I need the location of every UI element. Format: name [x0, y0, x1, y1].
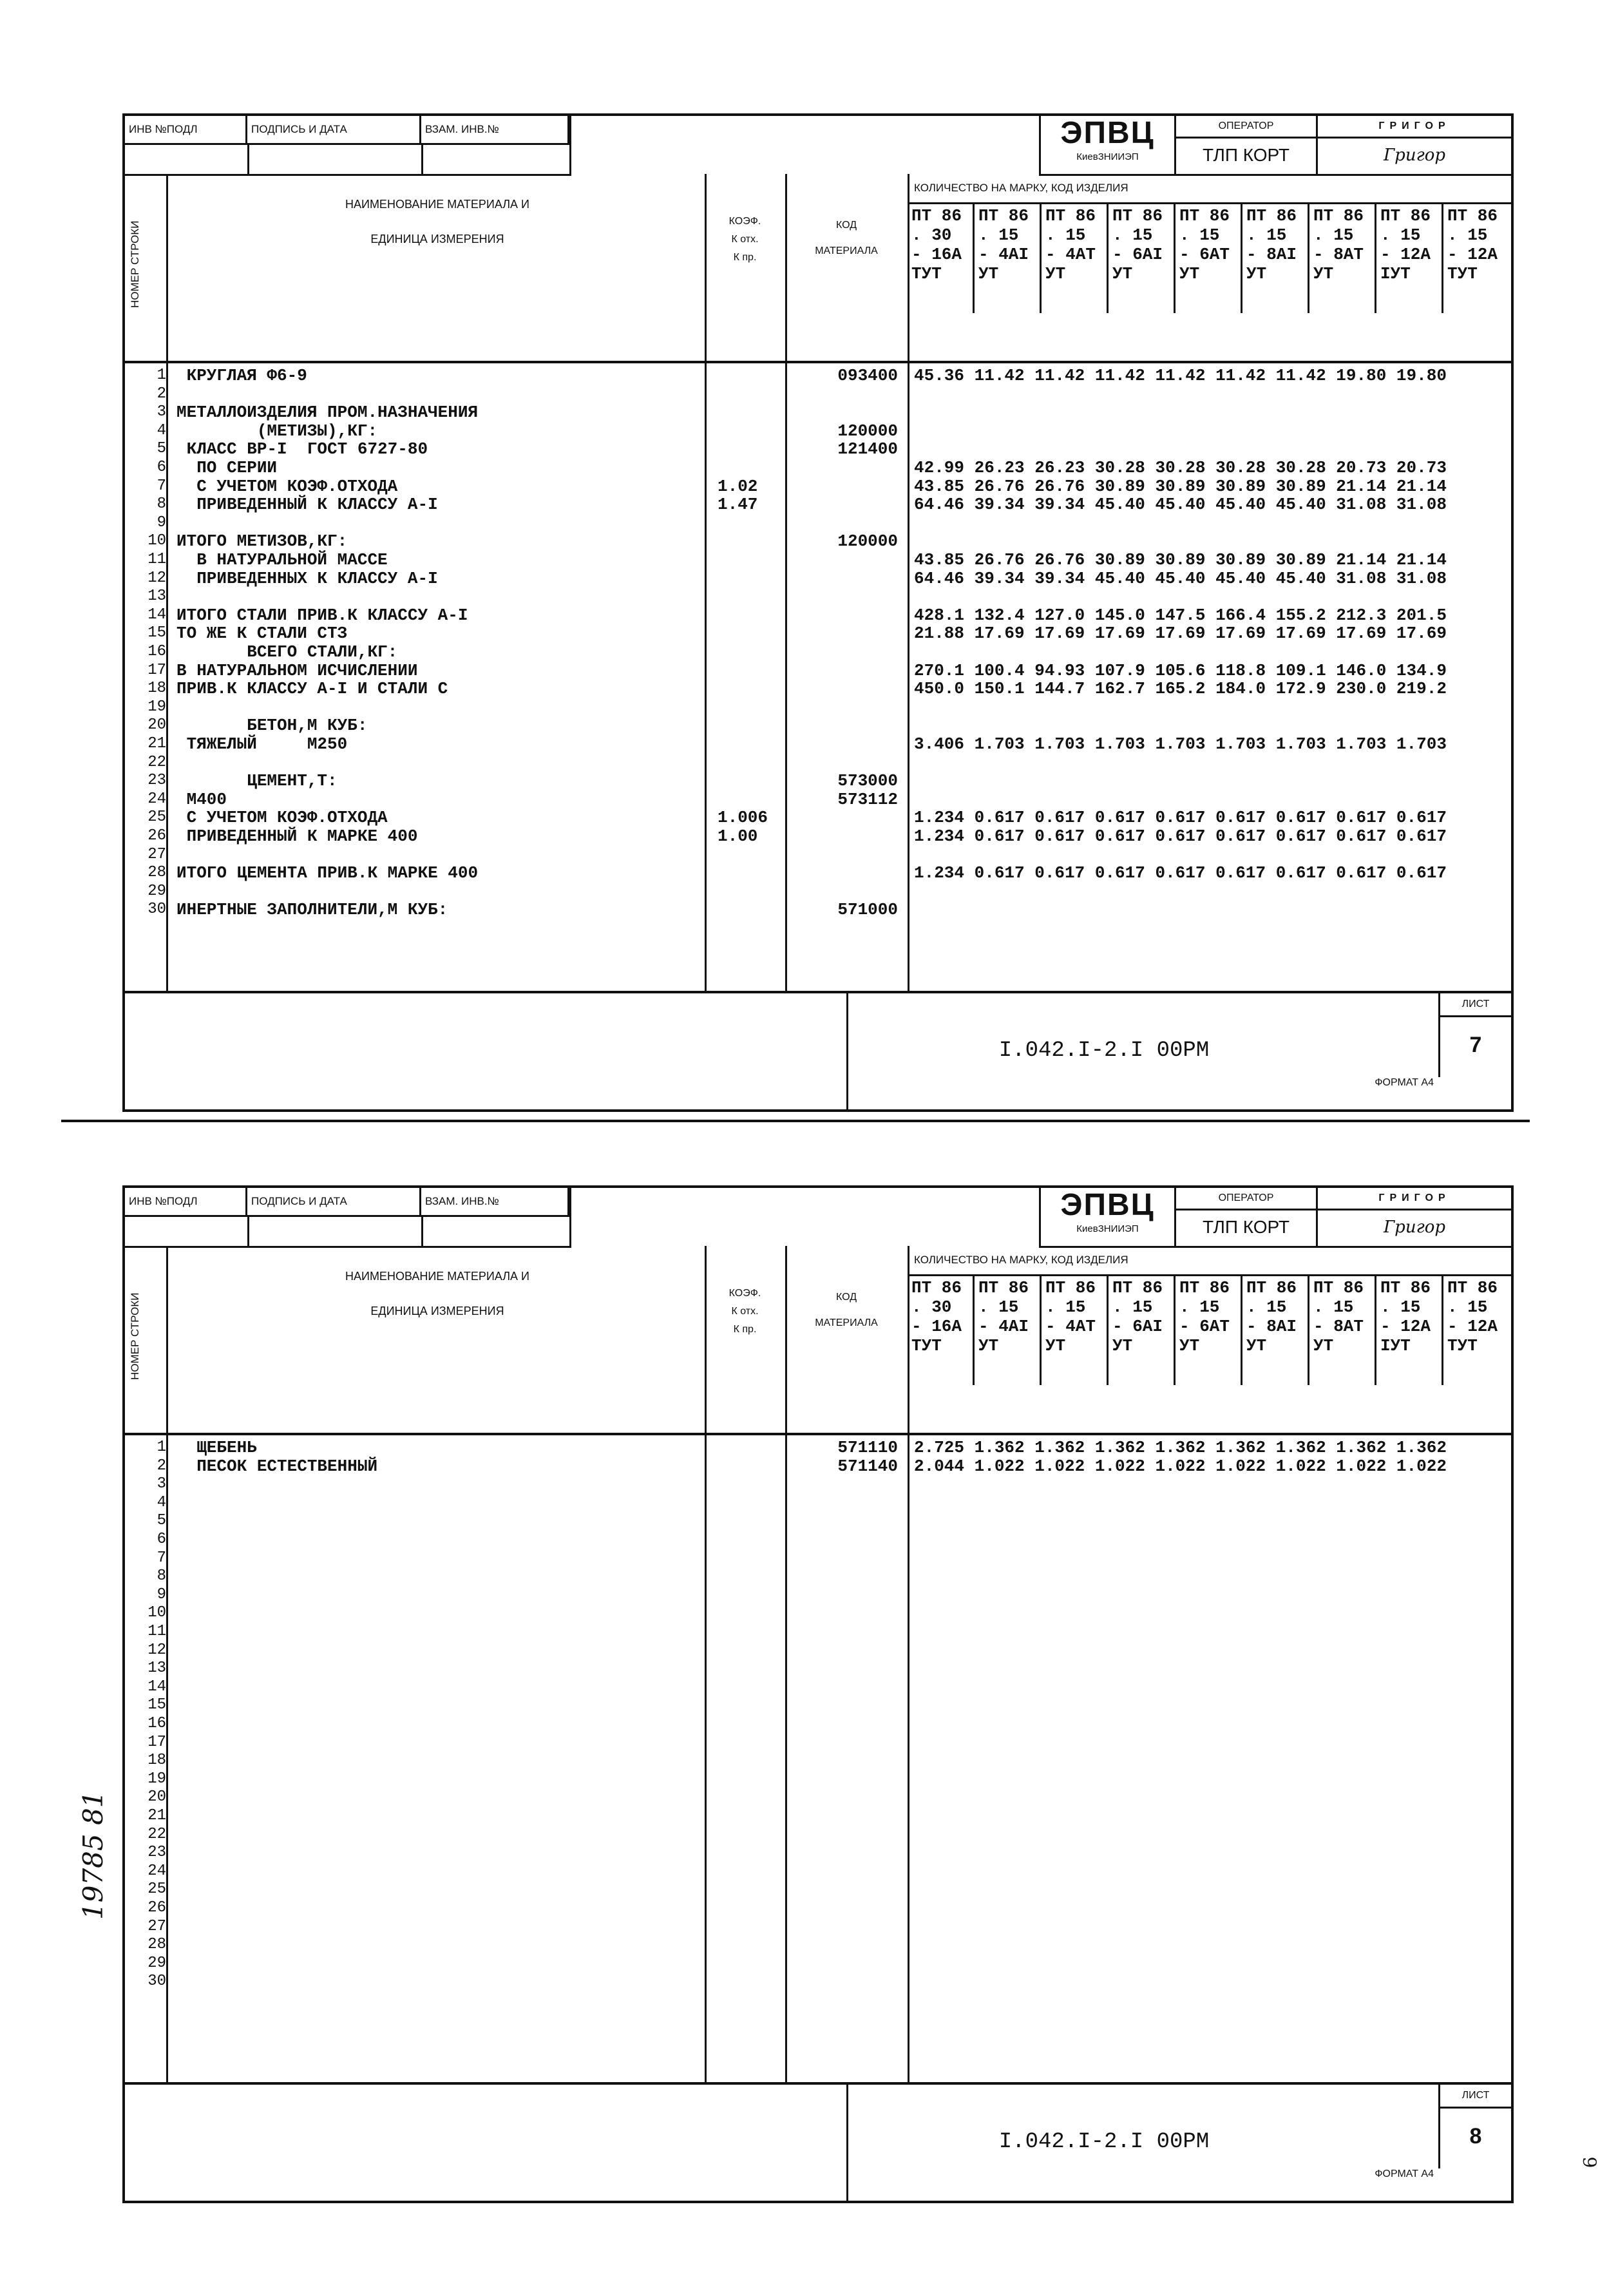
row-number: 30	[148, 1973, 166, 1991]
row-number: 1	[157, 1439, 166, 1456]
row-number: 16	[148, 1715, 166, 1732]
quantity-values: 21.88 17.69 17.69 17.69 17.69 17.69 17.69 17.69 17.69	[914, 624, 1447, 644]
corner-mark: 6	[1579, 2156, 1601, 2168]
quantity-header: КОЛИЧЕСТВО НА МАРКУ, КОД ИЗДЕЛИЯ	[908, 174, 1511, 204]
material-name: МЕТАЛЛОИЗДЕЛИЯ ПРОМ.НАЗНАЧЕНИЯ	[176, 403, 479, 423]
material-name: ЩЕБЕНЬ	[176, 1438, 257, 1457]
row-number: 21	[148, 1807, 166, 1824]
row-number: 3	[157, 403, 166, 421]
signature: Григор	[1383, 146, 1446, 165]
row-number: 10	[148, 532, 166, 550]
operator-value: ТЛП КОРТ	[1202, 145, 1290, 165]
material-koef: 1.47	[718, 495, 758, 515]
material-name: ИТОГО СТАЛИ ПРИВ.К КЛАССУ А-I	[176, 605, 468, 625]
sheet-footer	[125, 991, 1511, 1109]
sheet-label: ЛИСТ	[1440, 993, 1511, 1017]
row-number: 12	[148, 569, 166, 587]
org-subtitle: КиевЗНИИЭП	[1076, 151, 1139, 162]
document-code: I.042.I-2.I 00РМ	[998, 2130, 1210, 2154]
quantity-values: 64.46 39.34 39.34 45.40 45.40 45.40 45.40 31.08 31.08	[914, 495, 1447, 515]
document-code: I.042.I-2.I 00РМ	[998, 1038, 1210, 1063]
material-name: С УЧЕТОМ КОЭФ.ОТХОДА	[176, 476, 398, 496]
sheet-page-8	[122, 1185, 1514, 2203]
row-number: 21	[148, 735, 166, 752]
koef-header: КОЭФ. К отх. К пр.	[728, 216, 761, 263]
stamp-inv-podl: ИНВ №ПОДЛ	[125, 1188, 247, 1215]
row-number: 5	[157, 440, 166, 458]
material-koef: 1.02	[718, 476, 758, 496]
stamp-vzam-inv: ВЗАМ. ИНВ.№	[421, 1188, 569, 1215]
material-name: С УЧЕТОМ КОЭФ.ОТХОДА	[176, 808, 388, 828]
sheet-number-box	[1438, 2085, 1511, 2168]
row-number: 23	[148, 772, 166, 790]
row-number: 18	[148, 680, 166, 698]
material-name: В НАТУРАЛЬНОМ ИСЧИСЛЕНИИ	[176, 660, 418, 680]
material-code: 571140	[837, 1456, 898, 1476]
product-mark-header: ПТ 86 . 15 - 4АI УТ	[975, 204, 1042, 313]
material-name: КЛАСС ВР-I ГОСТ 6727-80	[176, 439, 428, 459]
quantity-values: 1.234 0.617 0.617 0.617 0.617 0.617 0.617 0.617 0.617	[914, 827, 1447, 846]
material-name-header: НАИМЕНОВАНИЕ МАТЕРИАЛА И ЕДИНИЦА ИЗМЕРЕНИЯ	[345, 198, 529, 245]
material-koef: 1.00	[718, 827, 758, 846]
sheet-number: 7	[1469, 1033, 1482, 1057]
page-divider	[61, 1120, 1530, 1122]
row-number: 24	[148, 1862, 166, 1880]
row-number: 15	[148, 624, 166, 642]
material-name: ПЕСОК ЕСТЕСТВЕННЫЙ	[176, 1456, 378, 1476]
row-number: 26	[148, 827, 166, 845]
product-mark-header: ПТ 86 . 15 - 8АТ УТ	[1309, 204, 1376, 313]
row-number: 15	[148, 1696, 166, 1714]
product-mark-header: ПТ 86 . 15 - 6АI УТ	[1109, 204, 1175, 313]
row-number: 11	[148, 551, 166, 568]
material-name: (МЕТИЗЫ),КГ:	[176, 421, 378, 441]
row-number: 5	[157, 1512, 166, 1530]
material-code: 573112	[837, 789, 898, 809]
row-number: 4	[157, 1493, 166, 1511]
row-number-header: НОМЕР СТРОКИ	[129, 1292, 141, 1380]
sheet-number: 8	[1469, 2124, 1482, 2148]
product-mark-header: ПТ 86 . 15 - 8АI УТ	[1242, 1276, 1309, 1385]
row-number: 7	[157, 1549, 166, 1567]
stamp-vzam-inv: ВЗАМ. ИНВ.№	[421, 116, 569, 143]
row-number: 7	[157, 477, 166, 495]
row-number: 8	[157, 495, 166, 513]
format-label: ФОРМАТ А4	[1375, 1077, 1434, 1088]
org-name: ЭПВЦ	[1060, 1188, 1155, 1222]
row-number: 11	[148, 1623, 166, 1640]
row-number: 2	[157, 1457, 166, 1475]
signature: Григор	[1383, 1218, 1446, 1237]
sheet-footer	[125, 2082, 1511, 2201]
operator-label: ОПЕРАТОР	[1176, 1188, 1316, 1210]
product-mark-header: ПТ 86 . 15 - 6АТ УТ	[1175, 1276, 1242, 1385]
quantity-values: 2.044 1.022 1.022 1.022 1.022 1.022 1.022 1.022 1.022	[914, 1456, 1447, 1476]
row-number: 10	[148, 1604, 166, 1622]
title-block	[1039, 116, 1511, 176]
row-number: 17	[148, 661, 166, 679]
product-mark-header: ПТ 86 . 15 - 12А ТУТ	[1447, 1278, 1498, 1355]
product-mark-header: ПТ 86 . 30 - 16А ТУТ	[908, 204, 975, 313]
row-number: 9	[157, 1585, 166, 1603]
table-body	[125, 1433, 1511, 2085]
product-mark-header: ПТ 86 . 15 - 6АТ УТ	[1175, 204, 1242, 313]
quantity-values: 428.1 132.4 127.0 145.0 147.5 166.4 155.2 212.3 201.5	[914, 605, 1447, 625]
product-mark-header: ПТ 86 . 15 - 6АI УТ	[1109, 1276, 1175, 1385]
row-number: 29	[148, 882, 166, 900]
kod-header: КОД МАТЕРИАЛА	[815, 1292, 878, 1328]
row-number: 6	[157, 459, 166, 476]
row-number: 23	[148, 1844, 166, 1862]
row-number: 4	[157, 421, 166, 439]
material-code: 571110	[837, 1438, 898, 1457]
stamp-podpis-data: ПОДПИСЬ И ДАТА	[247, 116, 421, 143]
product-mark-header: ПТ 86 . 30 - 16А ТУТ	[908, 1276, 975, 1385]
row-number-header: НОМЕР СТРОКИ	[129, 220, 141, 308]
material-name: ПРИВЕДЕННЫЙ К КЛАССУ А-I	[176, 495, 438, 515]
material-name: ИТОГО МЕТИЗОВ,КГ:	[176, 531, 348, 551]
row-number: 28	[148, 1936, 166, 1954]
operator-label: ОПЕРАТОР	[1176, 116, 1316, 139]
row-number: 22	[148, 1825, 166, 1843]
stamp-podpis-data: ПОДПИСЬ И ДАТА	[247, 1188, 421, 1215]
material-name: ПРИВЕДЕННЫХ К КЛАССУ А-I	[176, 568, 438, 588]
row-number: 12	[148, 1641, 166, 1659]
row-number: 9	[157, 513, 166, 531]
row-number: 26	[148, 1899, 166, 1917]
sheet-number-box	[1438, 993, 1511, 1077]
person-name: ГРИГОР	[1318, 1188, 1511, 1210]
org-subtitle: КиевЗНИИЭП	[1076, 1223, 1139, 1234]
quantity-values: 64.46 39.34 39.34 45.40 45.40 45.40 45.40 31.08 31.08	[914, 568, 1447, 588]
quantity-values: 1.234 0.617 0.617 0.617 0.617 0.617 0.617 0.617 0.617	[914, 863, 1447, 883]
row-number: 18	[148, 1752, 166, 1770]
format-label: ФОРМАТ А4	[1375, 2168, 1434, 2179]
product-mark-header: ПТ 86 . 15 - 4АI УТ	[975, 1276, 1042, 1385]
approval-stamp	[125, 1188, 571, 1248]
row-number: 19	[148, 1770, 166, 1788]
title-block	[1039, 1188, 1511, 1248]
row-number: 16	[148, 643, 166, 660]
product-mark-header: ПТ 86 . 15 - 12А ТУТ	[1447, 206, 1498, 283]
material-name: ИНЕРТНЫЕ ЗАПОЛНИТЕЛИ,М КУБ:	[176, 900, 448, 920]
row-number: 22	[148, 753, 166, 771]
material-name: КРУГЛАЯ Ф6-9	[176, 366, 307, 385]
row-number: 13	[148, 588, 166, 606]
material-code: 093400	[837, 366, 898, 385]
approval-stamp	[125, 116, 571, 176]
person-name: ГРИГОР	[1318, 116, 1511, 139]
stamp-inv-podl: ИНВ №ПОДЛ	[125, 116, 247, 143]
row-number: 14	[148, 1678, 166, 1696]
row-number: 6	[157, 1531, 166, 1548]
row-number: 30	[148, 901, 166, 919]
quantity-values: 45.36 11.42 11.42 11.42 11.42 11.42 11.42 19.80 19.80	[914, 366, 1447, 385]
row-number: 27	[148, 1917, 166, 1935]
row-number: 2	[157, 385, 166, 403]
material-code: 121400	[837, 439, 898, 459]
material-name: БЕТОН,М КУБ:	[176, 716, 368, 736]
product-mark-header: ПТ 86 . 15 - 4АТ УТ	[1042, 204, 1109, 313]
row-number: 28	[148, 864, 166, 882]
row-number: 27	[148, 845, 166, 863]
quantity-values: 43.85 26.76 26.76 30.89 30.89 30.89 30.89 21.14 21.14	[914, 550, 1447, 569]
quantity-values: 270.1 100.4 94.93 107.9 105.6 118.8 109.1 146.0 134.9	[914, 660, 1447, 680]
material-code: 573000	[837, 771, 898, 791]
material-name: ТЯЖЕЛЫЙ М250	[176, 734, 348, 754]
row-number: 20	[148, 716, 166, 734]
handwritten-inventory-note: 19785 81	[77, 1790, 109, 1920]
quantity-values: 3.406 1.703 1.703 1.703 1.703 1.703 1.703 1.703 1.703	[914, 734, 1447, 754]
row-number: 14	[148, 606, 166, 624]
operator-value: ТЛП КОРТ	[1202, 1217, 1290, 1237]
material-name: ПРИВЕДЕННЫЙ К МАРКЕ 400	[176, 827, 418, 846]
material-koef: 1.006	[718, 808, 768, 828]
material-name: В НАТУРАЛЬНОЙ МАССЕ	[176, 550, 388, 569]
row-number: 25	[148, 1880, 166, 1899]
table-header	[125, 1246, 1511, 1435]
material-name: ПО СЕРИИ	[176, 458, 278, 477]
quantity-values: 1.234 0.617 0.617 0.617 0.617 0.617 0.617 0.617 0.617	[914, 808, 1447, 828]
quantity-values: 450.0 150.1 144.7 162.7 165.2 184.0 172.9 230.0 219.2	[914, 679, 1447, 699]
row-number: 20	[148, 1788, 166, 1806]
quantity-values: 43.85 26.76 26.76 30.89 30.89 30.89 30.89 21.14 21.14	[914, 476, 1447, 496]
quantity-values: 42.99 26.23 26.23 30.28 30.28 30.28 30.28 20.73 20.73	[914, 458, 1447, 477]
material-name: М400	[176, 789, 227, 809]
row-number: 17	[148, 1733, 166, 1751]
quantity-values: 2.725 1.362 1.362 1.362 1.362 1.362 1.362 1.362 1.362	[914, 1438, 1447, 1457]
kod-header: КОД МАТЕРИАЛА	[815, 220, 878, 256]
material-code: 120000	[837, 531, 898, 551]
material-code: 120000	[837, 421, 898, 441]
product-mark-header: ПТ 86 . 15 - 8АТ УТ	[1309, 1276, 1376, 1385]
row-number: 29	[148, 1954, 166, 1972]
product-mark-header: ПТ 86 . 15 - 12А IУТ	[1376, 1276, 1443, 1385]
table-header	[125, 174, 1511, 363]
row-number: 3	[157, 1475, 166, 1493]
koef-header: КОЭФ. К отх. К пр.	[728, 1288, 761, 1335]
row-number: 8	[157, 1567, 166, 1585]
material-name: ТО ЖЕ К СТАЛИ СТЗ	[176, 624, 348, 644]
sheet-label: ЛИСТ	[1440, 2085, 1511, 2109]
material-name-header: НАИМЕНОВАНИЕ МАТЕРИАЛА И ЕДИНИЦА ИЗМЕРЕНИЯ	[345, 1270, 529, 1317]
row-number: 25	[148, 808, 166, 827]
material-name: ЦЕМЕНТ,Т:	[176, 771, 338, 791]
row-number: 19	[148, 698, 166, 716]
quantity-header: КОЛИЧЕСТВО НА МАРКУ, КОД ИЗДЕЛИЯ	[908, 1246, 1511, 1276]
material-code: 571000	[837, 900, 898, 920]
product-mark-header: ПТ 86 . 15 - 12А IУТ	[1376, 204, 1443, 313]
product-mark-header: ПТ 86 . 15 - 4АТ УТ	[1042, 1276, 1109, 1385]
material-name: ПРИВ.К КЛАССУ А-I И СТАЛИ С	[176, 679, 448, 699]
sheet-page-7	[122, 113, 1514, 1112]
table-body	[125, 361, 1511, 993]
material-name: ИТОГО ЦЕМЕНТА ПРИВ.К МАРКЕ 400	[176, 863, 479, 883]
row-number: 13	[148, 1660, 166, 1678]
row-number: 24	[148, 790, 166, 808]
product-mark-header: ПТ 86 . 15 - 8АI УТ	[1242, 204, 1309, 313]
material-name: ВСЕГО СТАЛИ,КГ:	[176, 642, 398, 662]
row-number: 1	[157, 367, 166, 384]
org-name: ЭПВЦ	[1060, 116, 1155, 150]
